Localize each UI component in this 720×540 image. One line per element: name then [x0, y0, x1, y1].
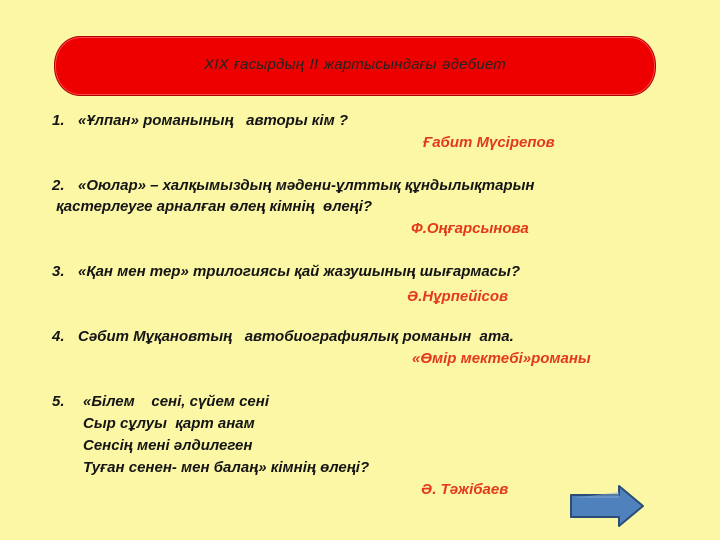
next-slide-button[interactable]	[569, 484, 645, 528]
question-text: «Білем сені, сүйем сені	[83, 393, 269, 410]
question-3	[52, 263, 520, 280]
answer-4: «Өмір мектебі»романы	[412, 350, 591, 367]
answer-2: Ф.Оңғарсынова	[411, 220, 529, 237]
question-5-line-4: Туған сенен- мен балаң» кімнің өлеңі?	[83, 459, 370, 476]
question-number: 4.	[52, 328, 65, 345]
question-number: 1.	[52, 112, 65, 129]
question-text: Сәбит Мұқановтың автобиографиялық романын ата.	[78, 328, 514, 345]
question-text: «Қан мен тер» трилогиясы қай жазушының шығармасы?	[78, 263, 520, 280]
question-text: «Ұлпан» романының авторы кім ?	[78, 112, 348, 129]
question-4	[52, 328, 514, 345]
title-banner	[54, 36, 656, 96]
question-number: 2.	[52, 177, 65, 194]
question-2	[52, 177, 534, 194]
right-arrow-icon	[569, 484, 645, 528]
question-5	[52, 393, 269, 410]
question-5-line-2: Сыр сұлуы қарт анам	[83, 415, 255, 432]
answer-5: Ә. Тәжібаев	[421, 481, 509, 498]
question-number: 3.	[52, 263, 65, 280]
question-number: 5.	[52, 393, 65, 410]
question-1	[52, 112, 348, 129]
question-5-line-3: Сенсің мені әлдилеген	[83, 437, 253, 454]
page-title: XIX ғасырдың II жартысындағы әдебиет	[204, 56, 506, 73]
question-text: «Оюлар» – халқымыздың мәдени-ұлттық құндылықтарын	[78, 177, 535, 194]
question-2-line-2: қастерлеуге арналған өлең кімнің өлеңі?	[52, 198, 373, 215]
answer-3: Ә.Нұрпейісов	[407, 288, 509, 305]
answer-1: Ғабит Мүсірепов	[423, 134, 555, 151]
